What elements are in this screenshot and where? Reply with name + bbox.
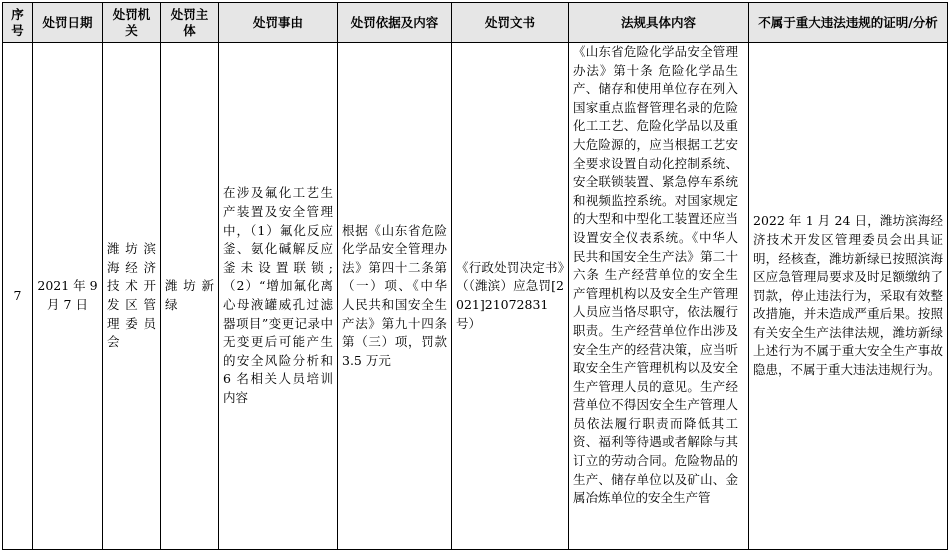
col-header-basis: 处罚依据及内容 (338, 3, 452, 43)
col-header-law: 法规具体内容 (569, 3, 749, 43)
col-header-proof: 不属于重大违法违规的证明/分析 (749, 3, 948, 43)
law-text: 《山东省危险化学品安全管理办法》第十条 危险化学品生产、储存和使用单位存在列入国家重点监督管理名录的危险化工工艺、危险化学品以及重大危险源的，应当根据工艺安全要求设置自动化控制系统、安全联锁装置、紧急停车系统和视频监控系统。对国家规定的大型和中型化工装置还应当设置安全仪表系统。《中华人民共和国安全生产法》第二十六条 生产经营单位的安全生产管理机构以及安全生产管理人员应当恪尽职守，依法履行职责。生产经营单位作出涉及安全生产的经营决策，应当听取安全生产管理机构以及安全生产管理人员的意见。生产经营单位不得因安全生产管理人员依法履行职责而降低其工资、福利等待遇或者解除与其订立的劳动合同。危险物品的生产、储存单位以及矿山、金属冶炼单位的安全生产管 (573, 44, 738, 506)
cell-reason: 在涉及氟化工艺生产装置及安全管理中，（1）氟化反应釜、氨化碱解反应釜未设置联锁;（2）“增加氟化离心母液罐威孔过滤器项目”变更记录中无变更后可能产生的安全风险分析和 6 名相关人员培训内容 (219, 43, 338, 550)
cell-date: 2021 年 9 月 7 日 (33, 43, 103, 550)
col-header-no: 序号 (3, 3, 33, 43)
col-header-date: 处罚日期 (33, 3, 103, 43)
penalty-table (2, 2, 948, 550)
cell-law (569, 43, 749, 550)
col-header-document: 处罚文书 (452, 3, 569, 43)
cell-subject: 潍坊新绿 (161, 43, 219, 550)
col-header-subject: 处罚主体 (161, 3, 219, 43)
table-row (3, 43, 948, 550)
cell-document: 《行政处罚决定书》（（潍滨）应急罚[2021]21072831号） (452, 43, 569, 550)
cell-no: 7 (3, 43, 33, 550)
cell-proof: 2022 年 1 月 24 日，潍坊滨海经济技术开发区管理委员会出具证明，经核查，潍坊新绿已按照滨海区应急管理局要求及时足额缴纳了罚款，停止违法行为，采取有效整改措施，并未造成严重后果。按照有关安全生产法律法规，潍坊新绿上述行为不属于重大安全生产事故隐患，不属于重大违法违规行为。 (749, 43, 948, 550)
header-row (3, 3, 948, 43)
col-header-reason: 处罚事由 (219, 3, 338, 43)
cell-authority: 潍坊滨海经济技术开发区管理委员会 (103, 43, 161, 550)
cell-basis: 根据《山东省危险化学品安全管理办法》第四十二条第（一）项、《中华人民共和国安全生产法》第九十四条第（三）项，罚款 3.5 万元 (338, 43, 452, 550)
col-header-authority: 处罚机关 (103, 3, 161, 43)
